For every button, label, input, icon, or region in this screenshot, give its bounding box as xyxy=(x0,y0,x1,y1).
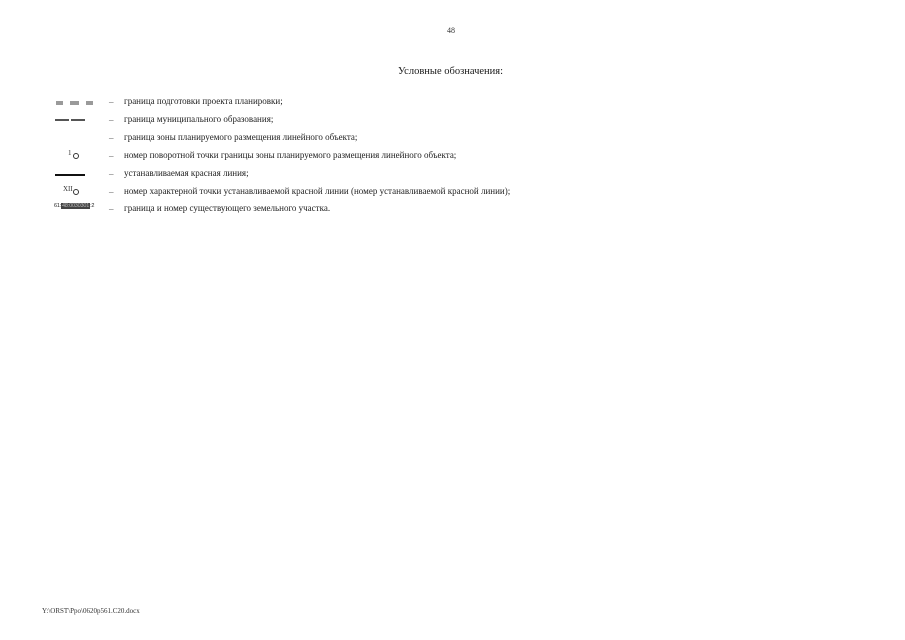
point-circle-icon xyxy=(73,189,79,195)
dash-separator: – xyxy=(109,97,114,107)
page-number: 48 xyxy=(447,26,455,35)
legend-item-linear-object-zone xyxy=(0,132,905,146)
legend-item-land-parcel xyxy=(0,203,905,217)
roman-numeral: XII xyxy=(63,185,73,193)
cadastral-prefix: 61: xyxy=(54,203,62,209)
zone-boundary-symbol xyxy=(50,132,94,146)
legend-item-red-line xyxy=(0,168,905,182)
dash-separator: – xyxy=(109,169,114,179)
dash-separator: – xyxy=(109,204,114,214)
cadastral-suffix: :2 xyxy=(90,203,95,209)
point-number: 1 xyxy=(68,149,72,157)
municipal-line-icon xyxy=(55,119,85,121)
legend-item-turning-point xyxy=(0,150,905,164)
dash-separator: – xyxy=(109,151,114,161)
dashed-line-icon xyxy=(56,101,93,105)
legend-item-municipal-boundary xyxy=(0,114,905,128)
legend-description: номер характерной точки устанавливаемой красной линии (номер устанавливаемой красной линии); xyxy=(124,186,511,196)
legend-description: устанавливаемая красная линия; xyxy=(124,168,249,178)
land-parcel-symbol xyxy=(50,203,94,217)
solid-line-icon xyxy=(55,174,85,176)
characteristic-point-symbol xyxy=(50,186,94,200)
legend-description: граница муниципального образования; xyxy=(124,114,274,124)
red-line-symbol xyxy=(50,168,94,182)
dashed-boundary-symbol xyxy=(50,96,94,110)
legend-item-characteristic-point xyxy=(0,186,905,200)
dash-separator: – xyxy=(109,133,114,143)
point-circle-icon xyxy=(73,153,79,159)
legend-description: граница подготовки проекта планировки; xyxy=(124,96,283,106)
municipal-boundary-symbol xyxy=(50,114,94,128)
legend-title: Условные обозначения: xyxy=(398,66,504,77)
legend-item-planning-boundary xyxy=(0,96,905,110)
turning-point-symbol xyxy=(50,150,94,164)
legend-description: граница и номер существующего земельного участка. xyxy=(124,203,331,213)
dash-separator: – xyxy=(109,115,114,125)
legend-description: номер поворотной точки границы зоны планируемого размещения линейного объекта; xyxy=(124,150,457,160)
legend-description: граница зоны планируемого размещения линейного объекта; xyxy=(124,132,358,142)
dash-separator: – xyxy=(109,187,114,197)
cadastral-number: 48:0030301 xyxy=(62,203,90,209)
footer-file-path: Y:\ORST\Ppo\0620p561.C20.docx xyxy=(42,607,140,615)
